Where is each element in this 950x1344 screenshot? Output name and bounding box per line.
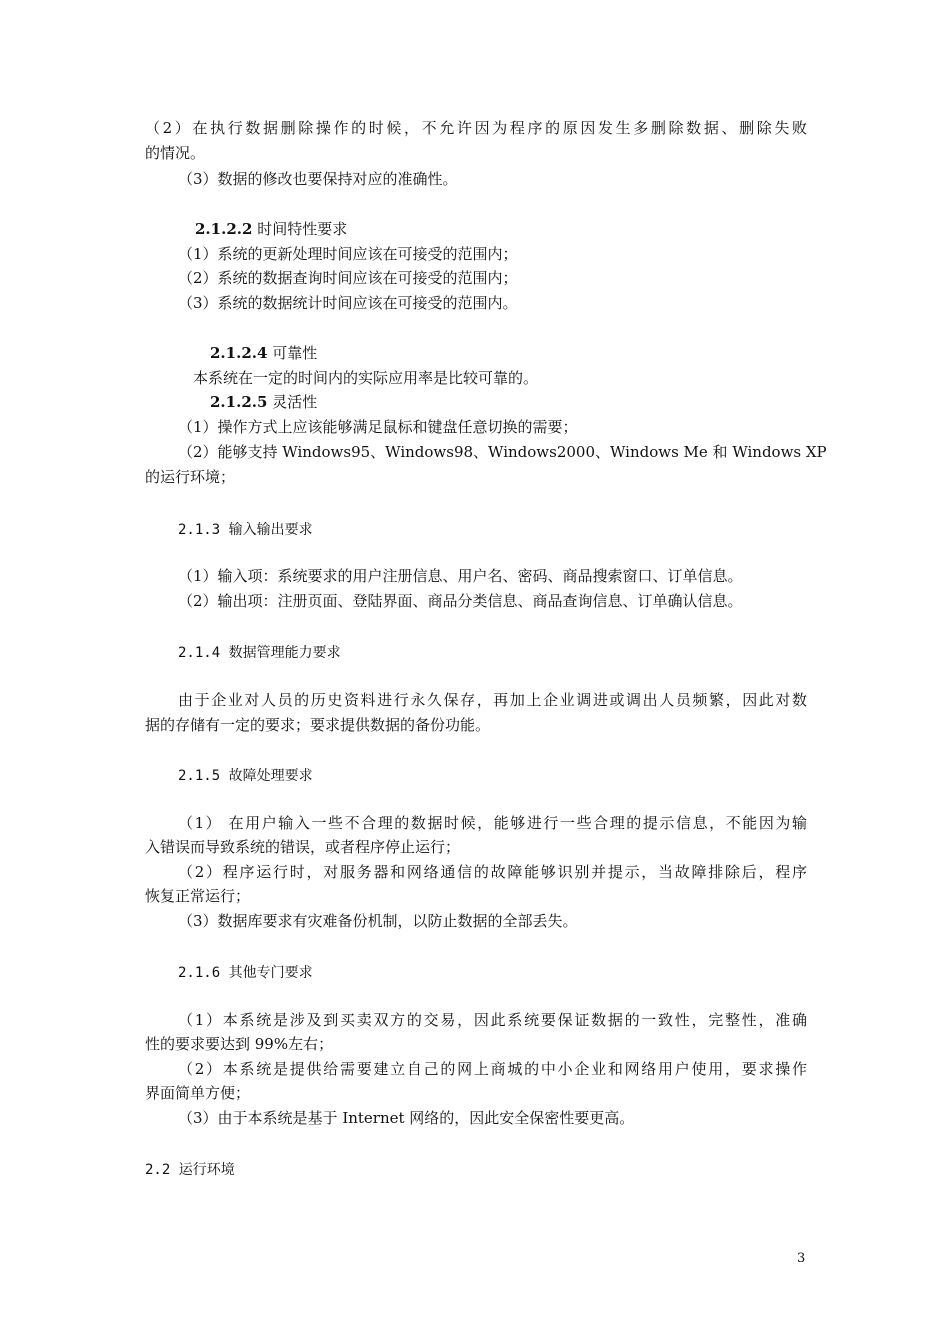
heading-2124 [210, 343, 317, 363]
fault-item-1-line2: 入错误而导致系统的错误，或者程序停止运行； [145, 838, 461, 856]
heading-2122 [195, 219, 347, 239]
heading-2124-title: 可靠性 [272, 344, 318, 362]
heading-213: 2.1.3 输入输出要求 [178, 522, 313, 538]
heading-2124-number: 2.1.2.4 [210, 344, 268, 362]
heading-2122-number: 2.1.2.2 [195, 220, 253, 238]
flex-item-2-line2: 的运行环境； [145, 468, 236, 486]
fault-item-2-line1: （2）程序运行时，对服务器和网络通信的故障能够识别并提示，当故障排除后，程序 [178, 863, 807, 881]
fault-item-2-line2: 恢复正常运行； [145, 887, 251, 905]
other-item-1-line2: 性的要求要达到 99%左右； [145, 1035, 334, 1053]
paragraph-delete-line2: 的情况。 [145, 144, 206, 162]
time-item-2: （2）系统的数据查询时间应该在可接受的范围内； [178, 269, 518, 287]
heading-2122-title: 时间特性要求 [257, 220, 348, 238]
paragraph-delete-line1: （2）在执行数据删除操作的时候，不允许因为程序的原因发生多删除数据、删除失败 [145, 119, 807, 137]
data-mgmt-line2: 据的存储有一定的要求；要求提供数据的备份功能。 [145, 716, 491, 734]
data-mgmt-line1: 由于企业对人员的历史资料进行永久保存，再加上企业调进或调出人员频繁，因此对数 [178, 691, 807, 709]
time-item-3: （3）系统的数据统计时间应该在可接受的范围内。 [178, 294, 518, 312]
flex-item-1: （1）操作方式上应该能够满足鼠标和键盘任意切换的需要； [178, 418, 578, 436]
other-item-2-line2: 界面简单方便； [145, 1084, 251, 1102]
heading-2125 [210, 392, 317, 412]
flex-item-2-line1: （2）能够支持 Windows95、Windows98、Windows2000、Windows Me 和 Windows XP [178, 443, 827, 461]
heading-214: 2.1.4 数据管理能力要求 [178, 645, 341, 661]
fault-item-1-line1: （1） 在用户输入一些不合理的数据时候，能够进行一些合理的提示信息，不能因为输 [178, 814, 807, 832]
io-item-2: （2）输出项：注册页面、登陆界面、商品分类信息、商品查询信息、订单确认信息。 [178, 592, 743, 610]
heading-216: 2.1.6 其他专门要求 [178, 965, 313, 981]
page-number: 3 [797, 1251, 806, 1266]
heading-22: 2.2 运行环境 [145, 1162, 235, 1178]
heading-2125-number: 2.1.2.5 [210, 393, 268, 411]
io-item-1: （1）输入项：系统要求的用户注册信息、用户名、密码、商品搜索窗口、订单信息。 [178, 567, 743, 585]
other-item-3: （3）由于本系统是基于 Internet 网络的，因此安全保密性要更高。 [178, 1109, 635, 1127]
fault-item-3: （3）数据库要求有灾难备份机制，以防止数据的全部丢失。 [178, 912, 578, 930]
paragraph-modify: （3）数据的修改也要保持对应的准确性。 [178, 170, 458, 188]
reliability-text: 本系统在一定的时间内的实际应用率是比较可靠的。 [193, 369, 539, 387]
heading-2125-title: 灵活性 [272, 393, 318, 411]
heading-215: 2.1.5 故障处理要求 [178, 768, 313, 784]
other-item-1-line1: （1）本系统是涉及到买卖双方的交易，因此系统要保证数据的一致性，完整性，准确 [178, 1011, 807, 1029]
time-item-1: （1）系统的更新处理时间应该在可接受的范围内； [178, 245, 518, 263]
other-item-2-line1: （2）本系统是提供给需要建立自己的网上商城的中小企业和网络用户使用，要求操作 [178, 1060, 807, 1078]
